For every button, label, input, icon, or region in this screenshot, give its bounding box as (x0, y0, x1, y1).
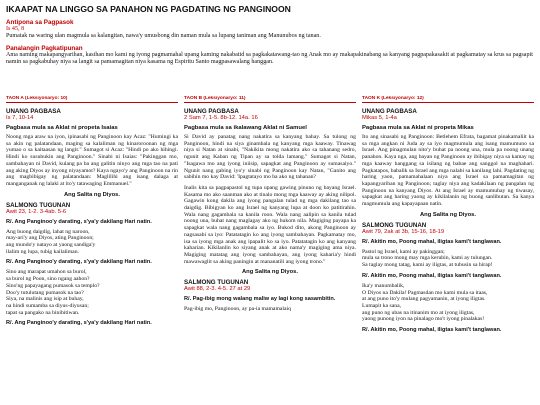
prayer-label: Panalangin Pagkatipunan (6, 44, 83, 52)
verse-line: may-ari'y ang Diyos, ating Panginoon; (6, 235, 94, 242)
verse-line: O Diyos na Dakila! Pagmasdan mo kami mula sa itaas, (362, 289, 488, 296)
verse-line: Doo'y tutulutang pumasok na tao? (6, 289, 84, 296)
reading-text: Inalis kita sa pagpapastol ng tupa upang gawing pinuno ng bayang Israel. Kasama mo ako saanman ako at tinalo mong mga kaaway ay aking nilipol. Gagawin kong dakila ang iyong pangalan tulad ng mga dakilang tao sa daigdig. Bibigyan ko ang Israel ng kanyang lupa at doon ko patitirahin. Wala nang gagambala sa kanila roon. Wala nang aalipin sa kanila tulad noong una, buhat nang maglagay ako ng hukom nila. Magiging payapa ka sapagkat wala nang gagambala sa iyo. Bukod dito, akong Panginoon ay nagsasabi sa iyo: Patatatagin ko ang iyong sambahayan. Pagkamatay mo, isa sa iyong mga anak ang ipapalit ko sa iyo. Patatatagin ko ang kanyang kaharian. Kikilanlin ko siyang anak at ako nama'y magiging ama niya. Magiging matatag ang iyong sambahayan, ang iyong kaharia'y hindi mawawaglit sa aking paningin at mananatili ang iyong trono." (184, 184, 356, 265)
psalm-ref: Awit 23, 1-2. 3-4ab. 5-6 (6, 208, 67, 215)
reading-title: UNANG PAGBASA (184, 108, 239, 115)
page-header (6, 4, 534, 66)
psalm-response: R/. Ang Panginoo'y darating, s'ya'y dakilang Hari natin. (6, 320, 152, 327)
psalm-title: SALMONG TUGUNAN (184, 279, 249, 287)
psalm-ref: Awit 88, 2-3. 4-5. 27 at 29 (184, 286, 251, 293)
reading-close: Ang Salita ng Diyos. (419, 211, 477, 218)
column-year-c (362, 96, 534, 405)
verse-line: at ang puno ito'y mulang pagyamanin, at iyong iligtas. (362, 296, 486, 303)
page-title: IKAAPAT NA LINGGO SA PANAHON NG PAGDATING NG PANGINOON (6, 4, 291, 14)
psalm-title: SALMONG TUGUNAN (6, 201, 71, 209)
psalm-verse (362, 249, 534, 269)
verse-line: tapat sa pangako na binibitiwan. (6, 309, 80, 316)
antiphon-ref: Is 45, 8 (6, 26, 25, 32)
psalm-response: R/. Akitin mo, Poong mahal, iligtas kami't tanglawan. (362, 238, 502, 245)
verse-line: Ang buong daigdig, lahat ng naroon, (6, 228, 90, 235)
psalm-verse (184, 306, 356, 313)
psalm-response: R/. Ang Panginoo'y darating, s'ya'y dakilang Hari natin. (6, 218, 152, 225)
psalm-verse (6, 229, 178, 256)
psalm-response: R/. Ang Panginoo'y darating, s'ya'y dakilang Hari natin. (6, 259, 152, 266)
readings-columns (6, 96, 534, 405)
psalm-response: R/. Akitin mo, Poong mahal, iligtas kami't tanglawan. (362, 327, 502, 334)
reading-ref: Is 7, 10-14 (6, 115, 34, 121)
psalm-title: SALMONG TUGUNAN (362, 221, 427, 229)
psalm-response: R/. Akitin mo, Poong mahal, iligtas kami't tanglawan. (362, 272, 502, 279)
reading-ref: Mikas 5, 1-4a (362, 115, 397, 121)
verse-line: yaong punong iyon na pinalago mo't iyong pinalakas! (362, 316, 485, 323)
verse-line: Pastol ng Israel, kami ay pakinggan; (362, 248, 445, 255)
reading-subtitle: Pagbasa mula sa Aklat ni propeta Isaias (6, 125, 118, 131)
verse-line: na hindi sumamba sa diyus-diyusan; (6, 302, 89, 309)
verse-line: Sino'ng papayagang pumasok sa templo? (6, 282, 100, 289)
verse-line: Sa taglay mong tatag, kami ay iligtas, at tubusin sa hirap! (362, 262, 493, 269)
verse-line: Ika'y manumbalik, (362, 282, 405, 289)
reading-ref: 2 Sam 7, 1-5. 8b-12. 14a. 16 (184, 115, 258, 121)
reading-subtitle: Pagbasa mula sa Aklat ni propeta Mikas (362, 125, 474, 131)
reading-close: Ang Salita ng Diyos. (63, 191, 121, 198)
verse-line: ilalim ng lupa, tubig kailaliman. (6, 248, 79, 255)
reading-text: Noong mga araw na iyon, ipinasabi ng Panginoon kay Acaz: "Humingi ka sa akin ng palatandaan, maging sa kalaliman ng kinaroroonan ng mga yumao o sa kaitaasan ng langit." Sumagot si Acaz: "Hindi po ako hihingi. Hindi ko susubukin ang Panginoon." Sinabi ni Isaias: "Pakinggan mo, sambahayan ni David, kulang pa ba ang galitin ninyo ang mga tao na pati ang aking Diyos ay inyong niyayamot? Kaya ngayo'y ang Panginoon na rin ang magbibigay ng palatandaan: Maglilihi ang isang dalaga at manganganak ng lalaki at ito'y tatawaging Emmanuel." (6, 134, 178, 187)
prayer-text: Ama naming makapangyarihan, kasihan mo kami ng iyong pagmamahal upang kaming nakabatid sa pagkakatawang-tao ng Anak mo ay makapakinabang sa kanyang pagpapakasakit at pagkamatay sa krus sa pagsapit namin sa pagkabuhay niya sa langit sa pamamagitan niya kasama ng Espiritu Santo magpasawalang hanggan. (6, 51, 533, 65)
reading-subtitle: Pagbasa mula sa ikalawang Aklat ni Samuel (184, 125, 307, 131)
verse-line: sa burol ng Poon, sino ngang aahon? (6, 276, 90, 283)
reading-close: Ang Salita ng Diyos. (241, 269, 299, 276)
reading-title: UNANG PAGBASA (6, 108, 61, 115)
column-year-a (6, 96, 178, 405)
verse-line: Lumapit ka sana, (362, 302, 402, 309)
antiphon-label: Antipona sa Pagpasok (6, 19, 74, 26)
verse-line: ang mundo'y natayo at yaong sandiga'y (6, 242, 96, 249)
antiphon-text: Pumatak na waring ulan magmula sa kalangitan, nawa'y umusbong din naman mula sa lupang taniman ang Manunubos ng tanan. (6, 33, 321, 40)
psalm-ref: Awit 79, 2ak at 3b, 15-16, 18-19 (362, 228, 445, 235)
verse-line: Siya, na malinis ang isip at buhay, (6, 296, 84, 303)
reading-text: Ito ang sinasabi ng Panginoon: Betlehem Efrata, bagamat pinakamaliit ka sa mga angkan ni Juda ay sa iyo magmumula ang isang mamumuno sa Israel. Ang pinagmulan nito'y buhat pa noong una, mula pa noong unang panahon. Kaya nga, ang bayan ng Panginoon ay ibibigay niya sa kamay ng mga kaaway hanggang sa isilang ng babae ang sanggol na maghahari. Pagkatapos, babalik sa Israel ang mga nalabi sa kanilang lahi. Pagdating ng haring yaon, pamamahalaan niya ang Israel sa pamamagitan ng kapangyarihan ng Panginoon; taglay niya ang kadakilaan ng pangalan ng Panginoon na kanyang Diyos. At ang Israel ay mamumuhay ng tiwasay, sapagkat ang haring yaong ay kikilalanin ng buong sanlibutan. Sa kanya magmumula ang kapayapaan natin. (362, 134, 534, 208)
verse-line: Sino ang marapat umahon sa burol, (6, 269, 87, 276)
column-header: TAON K (Leksiyonaryo: 12) (362, 96, 534, 103)
reading-text: Si David ay panatag nang nakatira sa kanyang bahay. Sa tulong ng Panginoon, hindi na siya ginambala ng kanyang mga kaaway. Tinawag niya si Natan at sinabi, "Nakikita mong nakatira ako sa tahanang sedro, ngunit ang Kaban ng Tipan ay sa tolda lamang." Sumagot si Natan, "Isagawa mo ang iyong iniisip, sapagkat ang Panginoon ay sumasaiyo." Ngunit nang gabing iyo'y sinabi ng Panginoon kay Natan, "Ganito ang sabihin mo kay David: 'Ipagtatayo mo ba ako ng tahanan? (184, 134, 356, 181)
reading-title: UNANG PAGBASA (362, 108, 417, 115)
verse-line: mula sa trono mong may mga kerubin, kami ay tulungan. (362, 255, 493, 262)
verse-line: Pag-ibig mo, Panginoon, ay pa-ia mamamalaiq (184, 306, 291, 313)
column-header: TAON B (Leksiyonaryo: 11) (184, 96, 356, 103)
column-year-b (184, 96, 356, 405)
psalm-verse (362, 283, 534, 323)
psalm-response: R/. Pag-ibig mong walang maliw ay lagi kong sasambitin. (184, 296, 336, 303)
psalm-verse (6, 269, 178, 316)
column-header: TAON A (Leksiyonaryo: 10) (6, 96, 178, 103)
verse-line: ang puno ng ubas na itinanim mo at iyong iligtas, (362, 309, 475, 316)
